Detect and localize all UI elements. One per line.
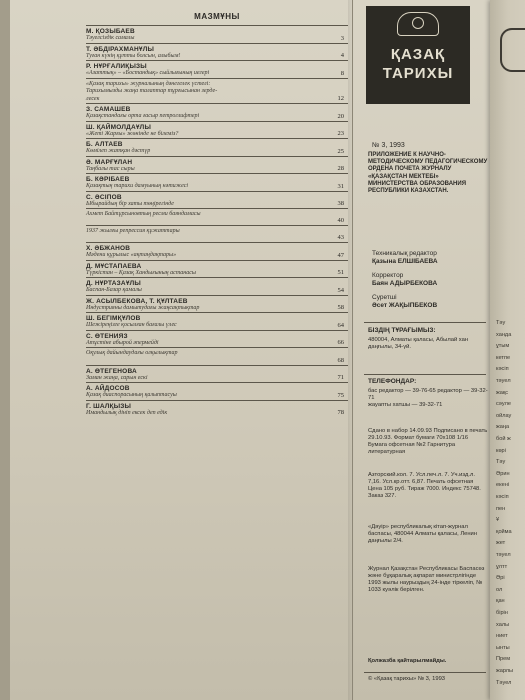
toc-article-title: Түркістан – Қазақ Хандығының астанасы xyxy=(86,269,196,276)
toc-author: М. ҚОЗЫБАЕВ xyxy=(86,28,135,35)
toc-entry xyxy=(86,173,348,191)
toc-author: З. САМАШЕВ xyxy=(86,106,131,113)
toc-entry xyxy=(86,330,348,348)
adjacent-page-line: кәсіп xyxy=(496,494,509,500)
appendix-text: ПРИЛОЖЕНИЕ К НАУЧНО-МЕТОДИЧЕСКОМУ ПЕДАГОГИЧЕСКОМУ ОРДЕНА ПОЧЕТА ЖУРНАЛУ «ҚАЗАҚСТАН МЕКТЕБІ» МИНИСТЕРСТВА ОБРАЗОВАНИЯ РЕСПУБЛИКИ КАЗАХСТАН. xyxy=(368,152,488,195)
divider xyxy=(364,374,486,375)
toc-page-number: 66 xyxy=(337,339,344,347)
adjacent-page-line: Прем xyxy=(496,656,511,663)
copyright: © «Қазақ тарихы» № 3, 1993 xyxy=(368,676,446,682)
staff-role: Корректор xyxy=(372,272,404,279)
toc-article-title: «Қазақ тарихы» журналының дәнегелек үстелі: xyxy=(86,80,211,87)
address-label: БІЗДІҢ ТҰРАҒЫМЫЗ: xyxy=(368,327,436,334)
adjacent-page-line: ынты xyxy=(496,644,510,651)
toc-article-title: Тарихымызды жаңа талаптар тұрғысынан зерде- xyxy=(86,88,218,94)
toc-entry xyxy=(86,121,348,139)
toc-entry xyxy=(86,25,348,43)
adjacent-page-line: кәсіп xyxy=(496,366,509,373)
toc-article-title: Шежіреңізге қосылған бағалы үлес xyxy=(86,322,177,329)
toc-entry xyxy=(86,191,348,209)
toc-article-title: Мәдени құрылыс «ақтаңдақтары» xyxy=(86,252,177,259)
print-info-2: Азторский.кол. 7. Усл.печ.л. 7. Уч.изд.л. 7,16. Усл.кр.отт. 6,87. Печать офсетная Цена 105 руб. Тираж 7000. Индекс 75748. Заказ 327. xyxy=(368,472,481,499)
issue-number: № 3, 1993 xyxy=(372,142,405,149)
toc-page-number: 51 xyxy=(337,269,344,277)
toc-title: МАЗМҰНЫ xyxy=(194,12,240,21)
adjacent-page-line: ұлтт xyxy=(496,563,508,570)
toc-author: Ш. ҚАЙМОЛДАҰЛЫ xyxy=(86,123,152,131)
toc-article-title: Көмілеп жатқан дәстүр xyxy=(86,148,151,154)
staff-role: Суретші xyxy=(372,294,397,301)
toc-entry xyxy=(86,365,348,383)
toc-page-number: 78 xyxy=(337,409,344,417)
toc-page-number: 3 xyxy=(340,34,344,42)
toc-article-title: Қазақтың тарихи дамуының нәтижесі xyxy=(86,183,189,189)
staff-name: Қазына ЕЛШІБАЕВА xyxy=(372,258,438,265)
toc-page-number: 25 xyxy=(337,147,344,155)
toc-author: Д. МҰСТАПАЕВА xyxy=(86,262,142,270)
adjacent-page-line: ойлау xyxy=(496,412,512,419)
toc-entry xyxy=(86,43,348,61)
toc-entry xyxy=(86,295,348,313)
toc-page-number: 12 xyxy=(337,95,344,102)
adjacent-page-line: жаңа xyxy=(496,424,510,431)
print-info-3: «Дәуір» республикалық кітап-журнал баспасы, 480044 Алматы қаласы, Ленин даңғылы 2/4. xyxy=(368,524,477,544)
toc-author: Б. КӘРІБАЕВ xyxy=(86,176,130,183)
toc-entry xyxy=(86,103,348,121)
toc-article-title: Баспан-Базар қамалы xyxy=(86,287,142,294)
adjacent-page-line: пен xyxy=(496,505,506,512)
toc-page-number: 23 xyxy=(337,130,344,137)
magazine-page xyxy=(10,0,525,700)
adjacent-page-line: Ұ xyxy=(496,517,500,524)
return-notice: Қолжазба қайтарылмайды. xyxy=(368,658,447,664)
print-info-1: Сдано в набор 14.09.93 Подписано в печать 29.10.93. Формат бумаги 70х108 1/16 Бумага офсетная №2 Гарнитура литературная xyxy=(368,428,488,455)
toc-author: С. ӨТЕНИЯЗ xyxy=(86,332,128,340)
table-of-contents xyxy=(86,12,348,417)
toc-article-title: Таңбалы тас сыры xyxy=(86,165,135,172)
toc-author: А. АЙДОСОВ xyxy=(86,385,130,393)
adjacent-page-line: бірін xyxy=(496,610,508,616)
toc-list xyxy=(86,25,348,417)
adjacent-page-line: Әрі xyxy=(496,575,505,582)
toc-article-title: «Жеті Жарғы» жөнінде не білеміз? xyxy=(86,130,179,137)
adjacent-page-line: халы xyxy=(496,621,510,628)
magazine-logo xyxy=(366,6,470,104)
adjacent-page-line: тәуел xyxy=(496,552,511,558)
adjacent-page-line: қойма xyxy=(496,528,512,535)
emblem-icon xyxy=(397,12,439,36)
staff-artist xyxy=(372,294,482,310)
toc-article-title: Қазақ диаспорасының қалыптасуы xyxy=(86,392,177,399)
adjacent-page-line: екені xyxy=(496,482,510,489)
toc-article-title: «Азаттық» – «Бостандық» сыйлығының иегері xyxy=(86,70,210,76)
adjacent-page-line: ол xyxy=(496,586,503,593)
toc-entry xyxy=(86,242,348,260)
adjacent-page-line: ұтым xyxy=(496,343,510,350)
toc-entry xyxy=(86,312,348,330)
toc-entry xyxy=(86,277,348,295)
adjacent-page-line: Әрин xyxy=(496,470,510,477)
toc-article-title: Ахмет Байтұрсыновтың ресми баяндамасы xyxy=(86,211,201,217)
toc-page-number: 40 xyxy=(337,217,344,225)
adjacent-page-line: тәуел xyxy=(496,378,511,384)
logo-line-2: ТАРИХЫ xyxy=(382,65,454,82)
toc-page-number: 47 xyxy=(337,251,344,259)
toc-article-title: лесек xyxy=(86,95,100,102)
adjacent-page-line: жарлы xyxy=(496,668,514,674)
toc-article-title: Туған күнің құтты болсын, алыбым! xyxy=(86,52,181,59)
toc-page-number: 28 xyxy=(337,165,344,172)
toc-entry xyxy=(86,60,348,78)
toc-entry xyxy=(86,260,348,278)
toc-page-number: 8 xyxy=(340,69,344,77)
toc-author: Д. НҰРТАЗАҰЛЫ xyxy=(86,280,141,288)
adjacent-page-line: ниет xyxy=(496,633,508,640)
adjacent-page-line: көрі xyxy=(496,447,506,454)
toc-author: С. ӘСІПОВ xyxy=(86,193,122,201)
print-info-4: Журнал Қазақстан Республикасы Баспасөз және бұқаралық ақпарат министрлігінде 1993 жылы наурыздың 24-інде тіркеліп, № 1033 куәлік берілген. xyxy=(368,566,485,593)
toc-page-number: 64 xyxy=(337,321,344,329)
staff-role: Техникалық редактор xyxy=(372,250,437,257)
adjacent-page-line: Тәуел xyxy=(496,679,512,686)
toc-author: Ш. БЕГІМҚҰЛОВ xyxy=(86,315,141,323)
staff-tech-editor xyxy=(372,250,482,266)
toc-article-title: 1937 жылғы репрессия құжаттары xyxy=(86,228,180,235)
toc-entry xyxy=(86,138,348,156)
toc-page-number: 20 xyxy=(337,112,344,120)
toc-page-number: 31 xyxy=(337,182,344,190)
logo-line-1: ҚАЗАҚ xyxy=(390,46,446,63)
toc-article-title: Индустрияны дамытудағы жаңсақтықтар xyxy=(86,304,200,311)
divider xyxy=(364,322,486,323)
toc-page-number: 4 xyxy=(340,52,344,59)
adjacent-page-line: Тәу xyxy=(496,320,506,326)
adjacent-page-line: сәуле xyxy=(496,401,511,408)
toc-author: Ә. МАРҒҰЛАН xyxy=(86,158,133,166)
column-divider xyxy=(352,0,353,700)
toc-page-number: 58 xyxy=(337,304,344,312)
phones-line-2: жауапты хатшы — 39-32-71 xyxy=(368,402,443,408)
toc-article-title: Тәуелсіздік самалы xyxy=(86,35,135,41)
adjacent-page-line: кетпе xyxy=(496,354,511,361)
address-text: 480004, Алматы қаласы, Абылай хан даңғылы, 34-үй. xyxy=(368,337,469,350)
toc-author: Р. НҰРҒАЛИҚЫЗЫ xyxy=(86,63,147,70)
toc-article-title: Имандылық дініп ексек деп едік xyxy=(86,409,168,416)
toc-article-title: Ыбырайдың бір хаты төңірегінде xyxy=(86,200,174,207)
toc-author: Г. ШАЛҚЫЗЫ xyxy=(86,402,132,410)
toc-entry xyxy=(86,347,348,364)
staff-name: Баян АДЫРБЕКОВА xyxy=(372,280,438,287)
toc-page-number: 68 xyxy=(337,356,344,364)
toc-entry xyxy=(86,78,348,104)
phones-label: ТЕЛЕФОНДАР: xyxy=(368,378,417,385)
toc-page-number: 38 xyxy=(337,200,344,207)
adjacent-page-line: ханда xyxy=(496,331,512,338)
toc-page-number: 43 xyxy=(337,234,344,242)
toc-author: Х. ӘБЖАНОВ xyxy=(86,245,131,253)
adjacent-page-line: жақс xyxy=(496,389,509,396)
adjacent-page-line: бой ж xyxy=(496,436,511,442)
toc-page-number: 54 xyxy=(337,286,344,294)
toc-author: А. ӨТЕГЕНОВА xyxy=(86,367,137,375)
toc-entry xyxy=(86,225,348,242)
adjacent-page-line: қан xyxy=(496,598,505,605)
toc-article-title: Оқулық дайындаудағы олқылықтар xyxy=(86,350,178,357)
adjacent-page-line: Тәу xyxy=(496,459,506,466)
toc-author: Т. ӘБДІРАХМАНҰЛЫ xyxy=(86,45,155,53)
toc-entry xyxy=(86,400,348,418)
adjacent-page-line: жет xyxy=(496,540,506,547)
toc-author: Б. АЛТАЕВ xyxy=(86,141,123,148)
toc-entry xyxy=(86,382,348,400)
ornament-icon xyxy=(500,28,525,72)
toc-entry xyxy=(86,156,348,174)
page-fold-shadow xyxy=(348,0,354,700)
toc-entry xyxy=(86,208,348,225)
toc-article-title: Заман жаңа, сарын ескі xyxy=(86,374,148,381)
toc-article-title: Қазақстандағы орта ғасыр петроглифтері xyxy=(86,113,200,119)
toc-page-number: 75 xyxy=(337,391,344,399)
toc-page-number: 71 xyxy=(337,374,344,382)
staff-corrector xyxy=(372,272,482,288)
phones-line-1: бас редактор — 39-76-65 редактор — 39-32-71 xyxy=(368,388,488,401)
divider xyxy=(364,672,486,673)
toc-author: Ж. АСЫЛБЕКОВА, Т. ҚҰЛТАЕВ xyxy=(86,297,188,305)
staff-name: Әсет ЖАҚЫПБЕКОВ xyxy=(372,302,438,309)
toc-article-title: Атұстіне абырой әпермейді xyxy=(86,339,159,346)
